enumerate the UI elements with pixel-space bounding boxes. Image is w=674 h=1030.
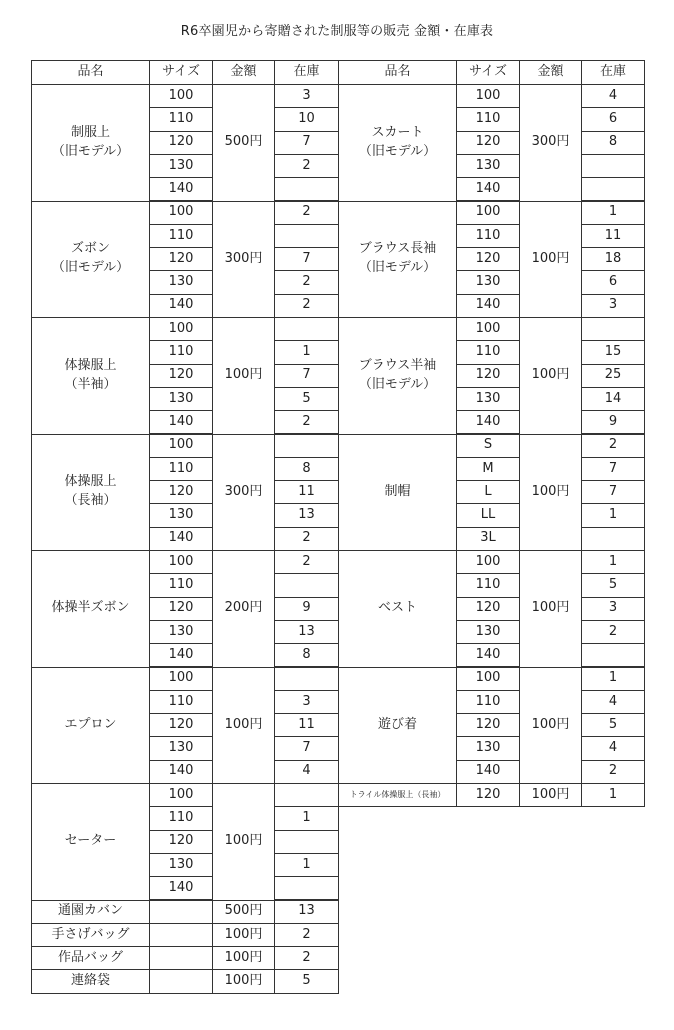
stock-cell: 2	[274, 294, 339, 318]
stock-cell: 4	[274, 760, 339, 784]
item-name-line: 通園カバン	[57, 903, 123, 919]
stock-cell: 13	[274, 900, 339, 924]
item-name-line: ベスト	[377, 600, 417, 616]
size-cell: 120	[456, 783, 520, 807]
stock-cell: 1	[581, 667, 645, 691]
size-cell: 110	[149, 690, 213, 714]
item-name-line: （旧モデル）	[358, 376, 437, 392]
size-cell: 140	[149, 876, 213, 900]
stock-cell: 6	[581, 107, 645, 131]
header-item: 品名	[31, 60, 150, 85]
size-cell: 130	[149, 154, 213, 178]
size-cell: 100	[149, 317, 213, 341]
size-cell: 130	[149, 620, 213, 644]
item-name-line: 制服上	[70, 124, 110, 140]
stock-cell: 5	[581, 573, 645, 597]
size-cell: M	[456, 457, 520, 481]
stock-cell: 1	[581, 550, 645, 574]
size-cell: 120	[456, 247, 520, 271]
item-name-line: 制帽	[384, 483, 411, 499]
stock-cell: 4	[581, 690, 645, 714]
stock-cell	[581, 317, 645, 341]
price-cell: 200円	[212, 550, 275, 668]
item-name	[31, 946, 150, 970]
price-cell: 100円	[519, 783, 582, 807]
stock-cell: 13	[274, 503, 339, 527]
item-name	[31, 667, 150, 785]
size-cell: 110	[149, 573, 213, 597]
stock-cell	[274, 317, 339, 341]
size-cell: 110	[456, 573, 520, 597]
price-cell: 100円	[519, 550, 582, 668]
item-name	[31, 550, 150, 668]
stock-cell: 7	[274, 364, 339, 388]
item-name	[338, 84, 457, 202]
stock-cell: 2	[581, 620, 645, 644]
stock-cell: 3	[581, 294, 645, 318]
item-name-line: （旧モデル）	[51, 260, 130, 276]
header-item: 品名	[338, 60, 457, 85]
item-name	[31, 434, 150, 552]
item-name	[31, 969, 150, 993]
price-cell: 100円	[212, 969, 275, 993]
item-name-line: 遊び着	[377, 716, 417, 732]
stock-cell: 14	[581, 387, 645, 411]
stock-cell: 2	[274, 410, 339, 434]
header-price: 金額	[212, 60, 275, 85]
size-cell: 100	[456, 667, 520, 691]
item-name-line: 体操半ズボン	[51, 600, 130, 616]
price-cell: 100円	[212, 667, 275, 785]
item-name-line: エプロン	[64, 716, 117, 732]
size-cell: 130	[456, 387, 520, 411]
size-cell: LL	[456, 503, 520, 527]
stock-cell: 3	[274, 84, 339, 108]
size-cell: 110	[149, 340, 213, 364]
stock-cell: 3	[274, 690, 339, 714]
item-name	[31, 923, 150, 947]
stock-cell: 2	[274, 923, 339, 947]
stock-cell: 2	[274, 550, 339, 574]
stock-cell	[274, 830, 339, 854]
size-cell: 120	[149, 713, 213, 737]
stock-cell: 10	[274, 107, 339, 131]
stock-cell: 2	[274, 946, 339, 970]
item-name	[31, 317, 150, 435]
size-cell: 140	[149, 177, 213, 201]
item-name-line: ズボン	[70, 241, 110, 257]
stock-cell: 18	[581, 247, 645, 271]
size-cell: 140	[456, 294, 520, 318]
size-cell: 130	[149, 270, 213, 294]
size-cell: 110	[456, 224, 520, 248]
stock-cell: 7	[581, 457, 645, 481]
item-name-line: スカート	[371, 124, 424, 140]
size-cell: 130	[149, 503, 213, 527]
size-cell: 140	[149, 760, 213, 784]
stock-cell	[581, 154, 645, 178]
size-cell: 120	[456, 597, 520, 621]
size-cell: 140	[456, 643, 520, 667]
size-cell: 120	[149, 597, 213, 621]
stock-cell: 8	[274, 643, 339, 667]
item-name-line: ブラウス半袖	[358, 357, 437, 373]
item-name-line: トライル体操服上（長袖）	[349, 790, 446, 800]
item-name-line: （半袖）	[64, 376, 117, 392]
stock-cell: 5	[581, 713, 645, 737]
stock-cell: 1	[581, 201, 645, 225]
size-cell: 140	[149, 643, 213, 667]
stock-cell: 8	[274, 457, 339, 481]
size-cell: 110	[149, 806, 213, 830]
stock-cell: 9	[274, 597, 339, 621]
size-cell: 3L	[456, 527, 520, 551]
size-cell: L	[456, 480, 520, 504]
stock-cell	[274, 783, 339, 807]
price-cell: 100円	[212, 783, 275, 901]
size-cell: 110	[149, 224, 213, 248]
size-cell: 100	[149, 667, 213, 691]
page-title: R6卒園児から寄贈された制服等の販売 金額・在庫表	[180, 24, 494, 39]
stock-cell: 25	[581, 364, 645, 388]
stock-cell	[581, 177, 645, 201]
size-cell	[149, 923, 213, 947]
size-cell: 140	[456, 177, 520, 201]
price-cell: 100円	[519, 201, 582, 319]
size-cell: 130	[149, 736, 213, 760]
header-price: 金額	[519, 60, 582, 85]
stock-cell	[581, 527, 645, 551]
size-cell: 100	[149, 201, 213, 225]
item-name	[31, 84, 150, 202]
size-cell: 140	[149, 527, 213, 551]
stock-cell: 4	[581, 736, 645, 760]
size-cell: 100	[456, 84, 520, 108]
size-cell: 120	[149, 830, 213, 854]
stock-cell: 1	[274, 806, 339, 830]
size-cell: 100	[149, 550, 213, 574]
stock-cell: 2	[274, 270, 339, 294]
size-cell: 120	[149, 247, 213, 271]
size-cell: 110	[456, 340, 520, 364]
item-name-line: （旧モデル）	[358, 143, 437, 159]
stock-cell: 9	[581, 410, 645, 434]
price-cell: 300円	[212, 434, 275, 552]
size-cell: 140	[456, 760, 520, 784]
stock-cell: 1	[274, 853, 339, 877]
price-cell: 100円	[519, 317, 582, 435]
size-cell	[149, 969, 213, 993]
item-name	[31, 783, 150, 901]
stock-cell	[274, 177, 339, 201]
stock-cell: 4	[581, 84, 645, 108]
price-cell: 100円	[212, 923, 275, 947]
price-cell: 100円	[519, 434, 582, 552]
size-cell: 140	[149, 410, 213, 434]
price-cell: 300円	[519, 84, 582, 202]
size-cell: 110	[149, 107, 213, 131]
item-name-line: （旧モデル）	[358, 260, 437, 276]
size-cell: 110	[456, 690, 520, 714]
item-name-line: 作品バッグ	[57, 949, 123, 965]
stock-cell	[274, 667, 339, 691]
size-cell: 100	[456, 550, 520, 574]
stock-cell: 7	[581, 480, 645, 504]
item-name	[338, 550, 457, 668]
stock-cell: 2	[581, 760, 645, 784]
stock-cell: 2	[274, 201, 339, 225]
item-name	[338, 317, 457, 435]
item-name-line: 体操服上	[64, 474, 117, 490]
price-cell: 500円	[212, 84, 275, 202]
item-name-line: 手さげバッグ	[51, 926, 130, 942]
size-cell	[149, 900, 213, 924]
item-name-line: （旧モデル）	[51, 143, 130, 159]
item-name	[338, 667, 457, 785]
stock-cell	[274, 573, 339, 597]
item-name-line: ブラウス長袖	[358, 241, 437, 257]
price-cell: 300円	[212, 201, 275, 319]
stock-cell: 1	[274, 340, 339, 364]
stock-cell: 11	[274, 480, 339, 504]
stock-cell: 1	[581, 783, 645, 807]
stock-cell	[274, 876, 339, 900]
header-stock: 在庫	[581, 60, 645, 85]
item-name	[338, 783, 457, 807]
size-cell: S	[456, 434, 520, 458]
stock-cell: 6	[581, 270, 645, 294]
item-name-line: 体操服上	[64, 357, 117, 373]
size-cell: 100	[456, 317, 520, 341]
stock-cell: 11	[581, 224, 645, 248]
stock-cell: 8	[581, 131, 645, 155]
stock-cell: 7	[274, 247, 339, 271]
size-cell: 130	[456, 620, 520, 644]
size-cell: 130	[456, 736, 520, 760]
size-cell: 110	[456, 107, 520, 131]
header-size: サイズ	[456, 60, 520, 85]
stock-cell: 3	[581, 597, 645, 621]
item-name	[338, 434, 457, 552]
stock-cell: 1	[581, 503, 645, 527]
size-cell: 120	[149, 131, 213, 155]
size-cell: 100	[149, 783, 213, 807]
price-cell: 500円	[212, 900, 275, 924]
size-cell: 110	[149, 457, 213, 481]
stock-cell	[274, 434, 339, 458]
size-cell: 140	[456, 410, 520, 434]
item-name	[31, 900, 150, 924]
size-cell: 120	[456, 364, 520, 388]
size-cell: 100	[149, 84, 213, 108]
item-name-line: 連絡袋	[70, 973, 110, 989]
price-cell: 100円	[212, 946, 275, 970]
size-cell: 120	[456, 131, 520, 155]
item-name	[31, 201, 150, 319]
size-cell: 130	[456, 154, 520, 178]
stock-cell: 13	[274, 620, 339, 644]
header-stock: 在庫	[274, 60, 339, 85]
stock-cell: 2	[581, 434, 645, 458]
item-name	[338, 201, 457, 319]
size-cell: 130	[149, 387, 213, 411]
stock-cell: 2	[274, 527, 339, 551]
stock-cell: 5	[274, 387, 339, 411]
size-cell: 100	[456, 201, 520, 225]
size-cell: 100	[149, 434, 213, 458]
stock-cell	[274, 224, 339, 248]
stock-cell: 7	[274, 131, 339, 155]
stock-cell: 15	[581, 340, 645, 364]
size-cell: 140	[149, 294, 213, 318]
size-cell: 130	[456, 270, 520, 294]
size-cell: 120	[149, 480, 213, 504]
size-cell: 130	[149, 853, 213, 877]
stock-cell	[581, 643, 645, 667]
item-name-line: （長袖）	[64, 493, 117, 509]
price-cell: 100円	[212, 317, 275, 435]
stock-cell: 7	[274, 736, 339, 760]
item-name-line: セーター	[64, 833, 117, 849]
stock-cell: 2	[274, 154, 339, 178]
stock-cell: 11	[274, 713, 339, 737]
size-cell: 120	[149, 364, 213, 388]
size-cell	[149, 946, 213, 970]
size-cell: 120	[456, 713, 520, 737]
price-cell: 100円	[519, 667, 582, 785]
header-size: サイズ	[149, 60, 213, 85]
stock-cell: 5	[274, 969, 339, 993]
